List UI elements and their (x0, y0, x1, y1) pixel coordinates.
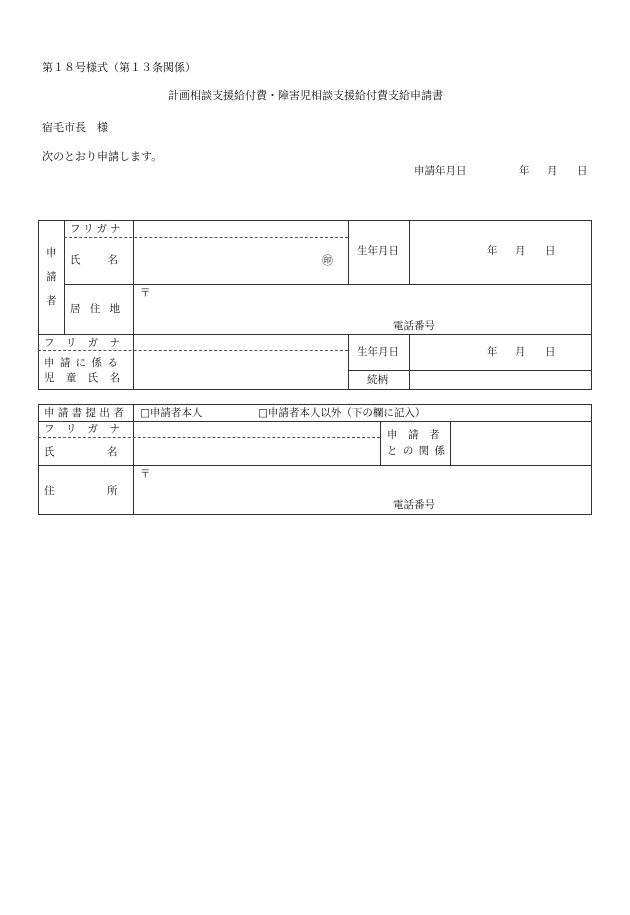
applicant-address-field[interactable] (152, 288, 582, 318)
child-furigana-field[interactable] (136, 336, 346, 349)
applicant-birth-day: 日 (545, 245, 556, 257)
child-label-line2: 児 童 氏 名 (44, 372, 125, 384)
child-birthdate-label: 生年月日 (357, 346, 399, 358)
application-date-month: 月 (547, 165, 558, 177)
application-date-day: 日 (577, 165, 588, 177)
child-birth-month: 月 (515, 346, 526, 358)
relation-label-line2: と の 関 係 (387, 445, 447, 457)
applicant-furigana-field[interactable] (136, 222, 346, 236)
submitter-furigana-field[interactable] (136, 423, 376, 436)
intro-text: 次のとおり申請します。 (42, 150, 163, 163)
application-date-year: 年 (519, 165, 530, 177)
submitter-option-other[interactable]: □申請者本人以外（下の欄に記入） (258, 407, 426, 419)
applicant-group-label-2: 請 (46, 271, 57, 283)
addressee: 宿毛市長 様 (42, 121, 108, 134)
applicant-phone-label: 電話番号 (393, 320, 435, 332)
submitter-name-field[interactable] (136, 440, 376, 463)
relationship-label: 続柄 (367, 374, 388, 386)
submitter-furigana-label: フ リ ガ ナ (44, 423, 125, 435)
applicant-postal-mark: 〒 (140, 287, 151, 299)
form-number: 第１８号様式（第１３条関係） (42, 61, 196, 74)
relationship-field[interactable] (412, 372, 588, 388)
applicant-name-field[interactable] (136, 240, 316, 282)
form-title: 計画相談支援給付費・障害児相談支援給付費支給申請書 (168, 89, 443, 102)
submitter-phone-label: 電話番号 (393, 499, 435, 511)
child-birth-day: 日 (545, 346, 556, 358)
application-date-label: 申請年月日 (414, 165, 467, 177)
submitter-postal-mark: 〒 (140, 468, 151, 480)
applicant-birthdate-label: 生年月日 (357, 245, 399, 257)
submitter-option-self[interactable]: □申請者本人 (140, 407, 203, 419)
applicant-birth-month: 月 (515, 245, 526, 257)
child-birth-year: 年 (487, 346, 498, 358)
relation-field[interactable] (453, 423, 589, 463)
applicant-group-label-1: 申 (46, 247, 57, 259)
applicant-birth-year: 年 (487, 245, 498, 257)
applicant-name-label: 氏 名 (70, 254, 120, 266)
submitter-address-field[interactable] (152, 469, 582, 497)
submitter-label: 申 請 書 提 出 者 (44, 407, 124, 419)
applicant-furigana-label: フリガナ (70, 223, 124, 235)
child-furigana-label: フ リ ガ ナ (44, 337, 125, 349)
child-label-line1: 申 請 に 係 る (44, 357, 119, 369)
child-name-field[interactable] (136, 353, 346, 388)
applicant-address-label: 居 住 地 (70, 303, 124, 315)
submitter-address-label: 住 所 (44, 485, 118, 497)
seal-mark: ㊞ (322, 254, 333, 267)
applicant-group-label-3: 者 (46, 295, 57, 307)
relation-label-line1: 申 請 者 (387, 429, 440, 441)
submitter-name-label: 氏 名 (44, 446, 118, 458)
